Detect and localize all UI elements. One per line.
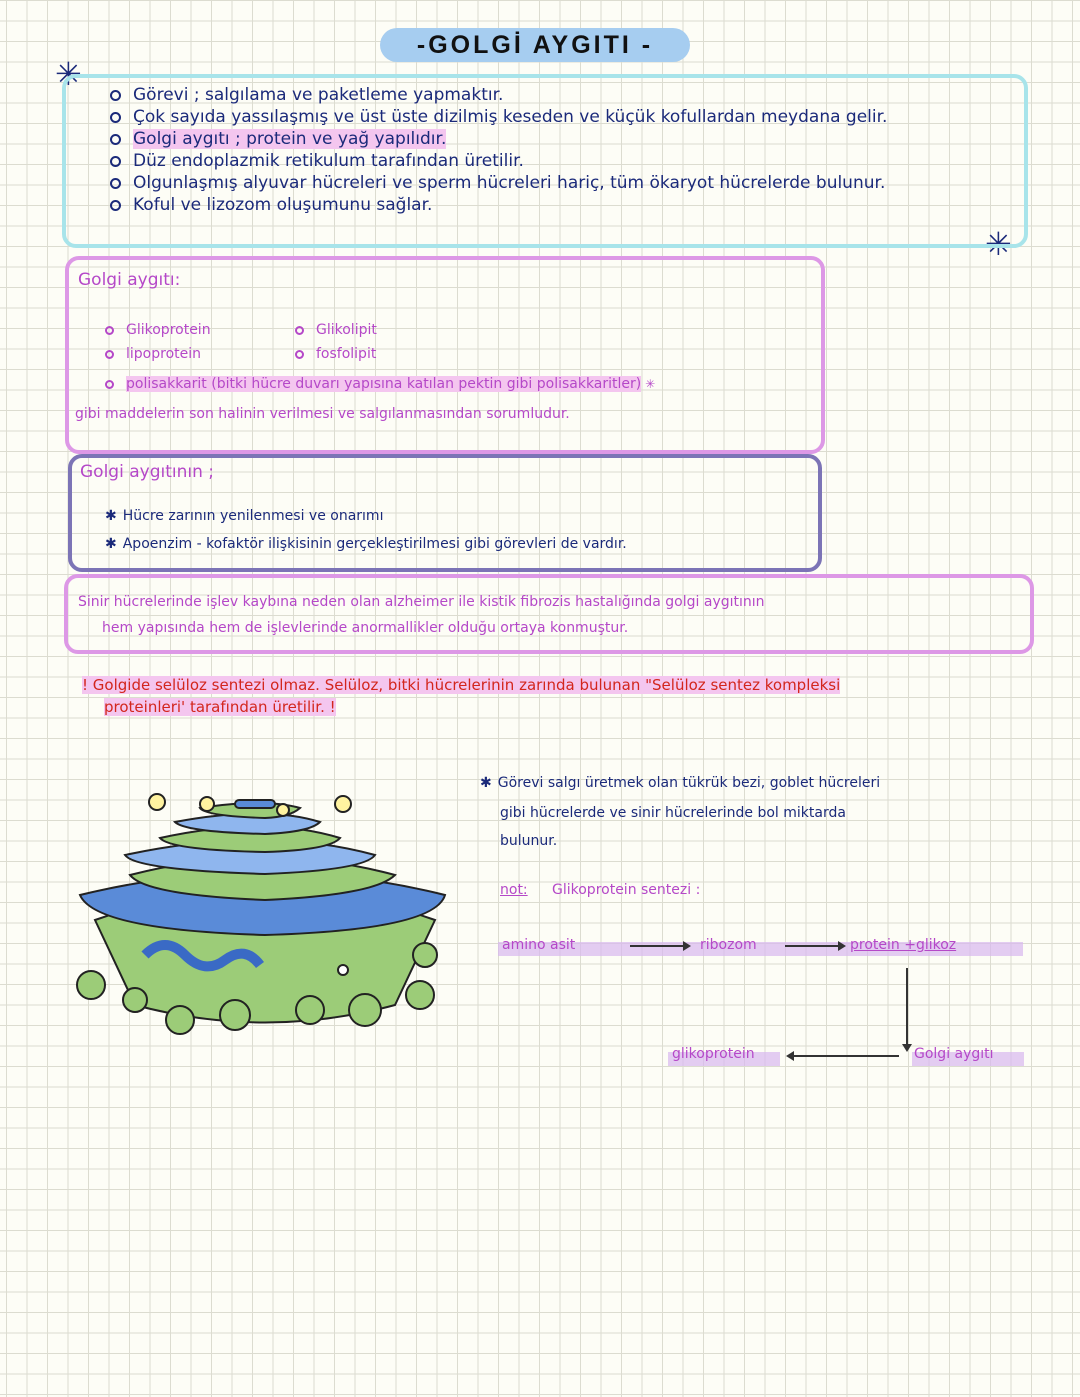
product-lipoprotein: lipoprotein <box>105 346 201 362</box>
products-heading: Golgi aygıtı: <box>78 270 181 290</box>
side-note-line-2: gibi hücrelerde ve sinir hücrelerinde bol miktarda <box>500 805 846 821</box>
flow-ribosome: ribozom <box>700 937 757 953</box>
summary-line-1: Görevi ; salgılama ve paketleme yapmaktır. <box>110 85 503 105</box>
arrow-right-icon <box>683 941 691 951</box>
side-note-line-1: ✱ Görevi salgı üretmek olan tükrük bezi, goblet hücreleri <box>480 775 881 791</box>
arrow-line <box>906 968 908 1046</box>
star-icon: ✳ <box>985 225 1012 263</box>
summary-line-3: Golgi aygıtı ; protein ve yağ yapılıdır. <box>110 129 446 149</box>
arrow-right-icon <box>838 941 846 951</box>
function-item-2: ✱ Apoenzim - kofaktör ilişkisinin gerçekleştirilmesi gibi görevleri de vardır. <box>105 536 627 552</box>
page-title: -GOLGİ AYGITI - <box>380 28 690 62</box>
side-note-line-3: bulunur. <box>500 833 558 849</box>
summary-line-6: Koful ve lizozom oluşumunu sağlar. <box>110 195 432 215</box>
product-phospholipid: fosfolipit <box>295 346 376 362</box>
products-footer: gibi maddelerin son halinin verilmesi ve salgılanmasından sorumludur. <box>75 406 570 422</box>
product-polysaccharide: polisakkarit (bitki hücre duvarı yapısına katılan pektin gibi polisakkaritler) ✳ <box>105 376 655 392</box>
disease-box <box>64 574 1034 654</box>
product-glycoprotein: Glikoprotein <box>105 322 211 338</box>
function-item-1: ✱ Hücre zarının yenilenmesi ve onarımı <box>105 508 384 524</box>
flow-golgi: Golgi aygıtı <box>914 1046 994 1062</box>
arrow-line <box>794 1055 899 1057</box>
disease-line-2: hem yapısında hem de işlevlerinde anormallikler olduğu ortaya konmuştur. <box>102 620 629 636</box>
arrow-line <box>630 945 685 947</box>
star-icon: ✳ <box>55 55 82 93</box>
flow-protein-glucose: protein +glikoz <box>850 937 957 953</box>
summary-line-4: Düz endoplazmik retikulum tarafından üretilir. <box>110 151 524 171</box>
warning-line-1: ! Golgide selüloz sentezi olmaz. Selüloz, bitki hücrelerinin zarında bulunan "Selüloz sentez kompleksi <box>82 676 841 694</box>
arrow-down-icon <box>902 1044 912 1052</box>
note-label: not: <box>500 882 528 898</box>
golgi-illustration <box>75 790 450 1050</box>
summary-line-5: Olgunlaşmış alyuvar hücreleri ve sperm hücreleri hariç, tüm ökaryot hücrelerde bulunur. <box>110 173 885 193</box>
arrow-line <box>785 945 840 947</box>
arrow-left-icon <box>786 1051 794 1061</box>
functions-heading: Golgi aygıtının ; <box>80 462 214 482</box>
disease-line-1: Sinir hücrelerinde işlev kaybına neden olan alzheimer ile kistik fibrozis hastalığında golgi aygıtının <box>78 594 765 610</box>
flow-glycoprotein: glikoprotein <box>672 1046 755 1062</box>
product-glycolipid: Glikolipit <box>295 322 377 338</box>
flow-amino-acid: amino asit <box>502 937 576 953</box>
summary-line-2: Çok sayıda yassılaşmış ve üst üste dizilmiş keseden ve küçük kofullardan meydana gelir. <box>110 107 887 127</box>
note-title: Glikoprotein sentezi : <box>552 882 701 898</box>
warning-line-2: proteinleri' tarafından üretilir. ! <box>104 698 336 716</box>
